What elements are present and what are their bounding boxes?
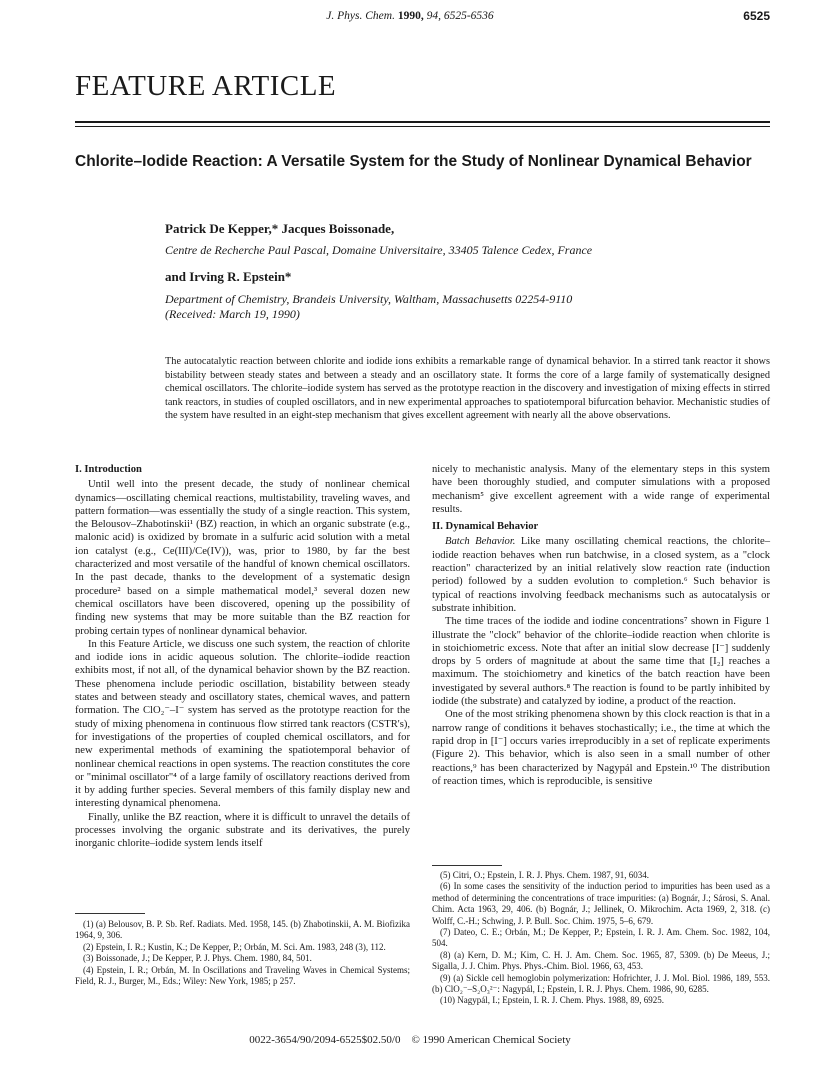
paragraph [432, 535, 770, 615]
paragraph: In this Feature Article, we discuss one such system, the reaction of chlorite and iodide ions in acidic aqueous solution. The chlorite–iodide reaction exhibits most, if not all, of the dynamical behavior shown by the BZ reaction. These phenomena include periodic oscillation, bistability between steady states and between steady and oscillatory states, chemical waves, and pattern formation. The ClO₂⁻–I⁻ system has served as the prototype reaction for the study of mixing phenomena in continuous flow stirred tank reactors (CSTR's), for investigations of the properties of coupled chemical oscillators, and for new experimental methods of examining the spatiotemporal behavior of nonlinear chemical reactions in open systems. The reaction constitutes the core or "minimal oscillator"⁴ of a large family of oscillatory reactions derived from it by adding further species. Several members of this family display new and interesting dynamical phenomena. [75, 638, 410, 810]
affiliation-secondary: Department of Chemistry, Brandeis University, Waltham, Massachusetts 02254-9110 [165, 292, 573, 306]
left-footnotes [75, 919, 410, 987]
paragraph: Finally, unlike the BZ reaction, where it is difficult to unravel the details of processes involving the organic substrate and its derivatives, the purely inorganic chlorite–iodide system lends itself [75, 811, 410, 850]
page-number: 6525 [743, 9, 770, 23]
left-column [75, 463, 410, 851]
paragraph-text: Like many oscillating chemical reactions, the chlorite–iodide reaction behaves when run batchwise, in a closed system, as a "clock reaction" characterized by an initial relatively slow reaction rate (induction period) followed by a sudden evolution to completion.⁶ Such behavior is typical of reactions involving feedback mechanisms such as autocatalysis or substrate inhibition. [432, 536, 771, 614]
received-date: (Received: March 19, 1990) [165, 307, 300, 321]
footnote: (1) (a) Belousov, B. P. Sb. Ref. Radiats. Med. 1958, 145. (b) Zhabotinskii, A. M. Biofizika 1964, 9, 306. [75, 919, 410, 941]
header-rule [75, 121, 770, 123]
journal-name: J. Phys. Chem. [326, 10, 395, 22]
section-label: FEATURE ARTICLE [75, 70, 337, 102]
footnote: (3) Boissonade, J.; De Kepper, P. J. Phys. Chem. 1980, 84, 501. [83, 953, 312, 964]
paragraph: The time traces of the iodide and iodine concentrations⁷ shown in Figure 1 illustrate the "clock" behavior of the chlorite–iodide reaction when chlorite is in stoichiometric excess. Note that after an initial slow decrease [I⁻] suddenly drops by 5 orders of magnitude at about the same time that [I₂] reaches a maximum. The stoichiometry and kinetics of the batch reaction have been investigated by several authors.⁸ The reaction is found to be partly inhibited by iodide (the substrate) and catalyzed by iodine, a product of the reaction. [432, 616, 770, 708]
journal-pages: 6525-6536 [443, 10, 494, 22]
right-footnotes [432, 870, 770, 1007]
abstract: The autocatalytic reaction between chlorite and iodide ions exhibits a remarkable range of dynamical behavior. In a stirred tank reactor it shows bistability between steady states and between a steady and an oscillatory state. It forms the core of a large family of systematically designed chemical oscillators. The chlorite–iodide system has served as the prototype reaction in the discovery and investigation of mixing effects in stirred tank reactors, in studies of coupled oscillators, and in new experimental approaches to spatiotemporal bifurcation behavior. Mechanistic studies of the system have resulted in an eight-step mechanism that gives excellent agreement with nearly all the above observations. [165, 356, 770, 422]
footnote: (9) (a) Sickle cell hemoglobin polymerization: Hofrichter, J. J. Mol. Biol. 1986, 189, 553. (b) ClO₂⁻–S₂O₃²⁻: Nagypál, I.; Epstein, I. R. J. Phys. Chem. 1986, 90, 6285. [432, 972, 770, 995]
footnote-divider [75, 913, 145, 914]
journal-volume: 94, [426, 10, 441, 22]
footnote: (5) Citri, O.; Epstein, I. R. J. Phys. Chem. 1987, 91, 6034. [440, 870, 649, 880]
section-heading-dynamical-behavior: II. Dynamical Behavior [432, 521, 539, 533]
page-footer [0, 1034, 820, 1046]
paragraph: nicely to mechanistic analysis. Many of the elementary steps in this system have been thoroughly studied, and computer simulations with a proposed mechanism⁵ give excellent agreement with a wide range of experimental results. [432, 464, 770, 515]
footnote: (7) Dateo, C. E.; Orbán, M.; De Kepper, P.; Epstein, I. R. J. Am. Chem. Soc. 1982, 104, 504. [432, 927, 770, 949]
footnote: (8) (a) Kern, D. M.; Kim, C. H. J. Am. Chem. Soc. 1965, 87, 5309. (b) De Meeus, J.; Sigalla, J. J. Chim. Phys. Phys.-Chim. Biol. 1966, 63, 453. [432, 949, 770, 972]
journal-year: 1990, [397, 10, 424, 22]
authors-primary: Patrick De Kepper,* Jacques Boissonade, [165, 221, 395, 236]
footnote: (4) Epstein, I. R.; Orbán, M. In Oscillations and Traveling Waves in Chemical Systems; Field, R. J., Burger, M., Eds.; Wiley: New York, 1985; p 257. [75, 964, 410, 987]
subheading-batch-behavior: Batch Behavior. [445, 536, 516, 548]
footnote: (6) In some cases the sensitivity of the induction period to impurities has been used as a method of determining the concentrations of trace impurities: (a) Bognár, J.; Sárosi, S. Anal. Chim. Acta 1963, 29, 406. (b) Bognár, J.; Jellinek, O. Mikrochim. Acta 1969, 2, 318. (c) Wolff, C.-H.; Schwing, J. P. Bull. Soc. Chim. 1975, 5–6, 679. [432, 881, 770, 926]
header-rule-thin [75, 126, 770, 127]
affiliation-primary: Centre de Recherche Paul Pascal, Domaine Universitaire, 33405 Talence Cedex, France [165, 243, 593, 257]
footnote: (2) Epstein, I. R.; Kustin, K.; De Kepper, P.; Orbán, M. Sci. Am. 1983, 248 (3), 112. [83, 941, 386, 952]
paragraph: Until well into the present decade, the study of nonlinear chemical dynamics—oscillating chemical reactions, multistability, traveling waves, and pattern formation—was essentially the study of a single reaction. This system, the Belousov–Zhabotinskii¹ (BZ) reaction, in which an organic substrate (e.g., malonic acid) is oxidized by bromate in a sulfuric acid solution with a metal ion catalyst (e.g., Ce(III)/Ce(IV)), was, prior to 1980, by far the best characterized and most versatile of the handful of known chemical oscillators. In the past decade, thanks to the development of a systematic design procedure² based on a simple mathematical model,³ several dozen new chemical oscillators have been discovered, opening up the possibility of finding new systems that may be more suitable than the BZ reaction for probing certain types of nonlinear dynamical behavior. [75, 479, 410, 637]
right-column [432, 463, 770, 788]
copyright-notice: © 1990 American Chemical Society [411, 1034, 571, 1046]
issn-code: 0022-3654/90/2094-6525$02.50/0 [249, 1034, 401, 1046]
footnote-divider [432, 865, 502, 866]
paragraph: One of the most striking phenomena shown by this clock reaction is that in a narrow range of conditions it behaves stochastically; i.e., the time at which the rapid drop in [I⁻] occurs varies irreproducibly in a set of replicate experiments (Figure 2). This behavior, which is also seen in a small number of other reactions,⁹ has been characterized by Nagypál and Epstein.¹⁰ The distribution of reaction times, which is reproducible, is sensitive [432, 709, 770, 787]
journal-reference [0, 10, 820, 22]
authors-secondary: and Irving R. Epstein* [165, 269, 292, 284]
section-heading-introduction: I. Introduction [75, 464, 142, 475]
footnote: (10) Nagypál, I.; Epstein, I. R. J. Chem. Phys. 1988, 89, 6925. [440, 995, 664, 1006]
article-title: Chlorite–Iodide Reaction: A Versatile System for the Study of Nonlinear Dynamical Behavior [75, 153, 752, 170]
